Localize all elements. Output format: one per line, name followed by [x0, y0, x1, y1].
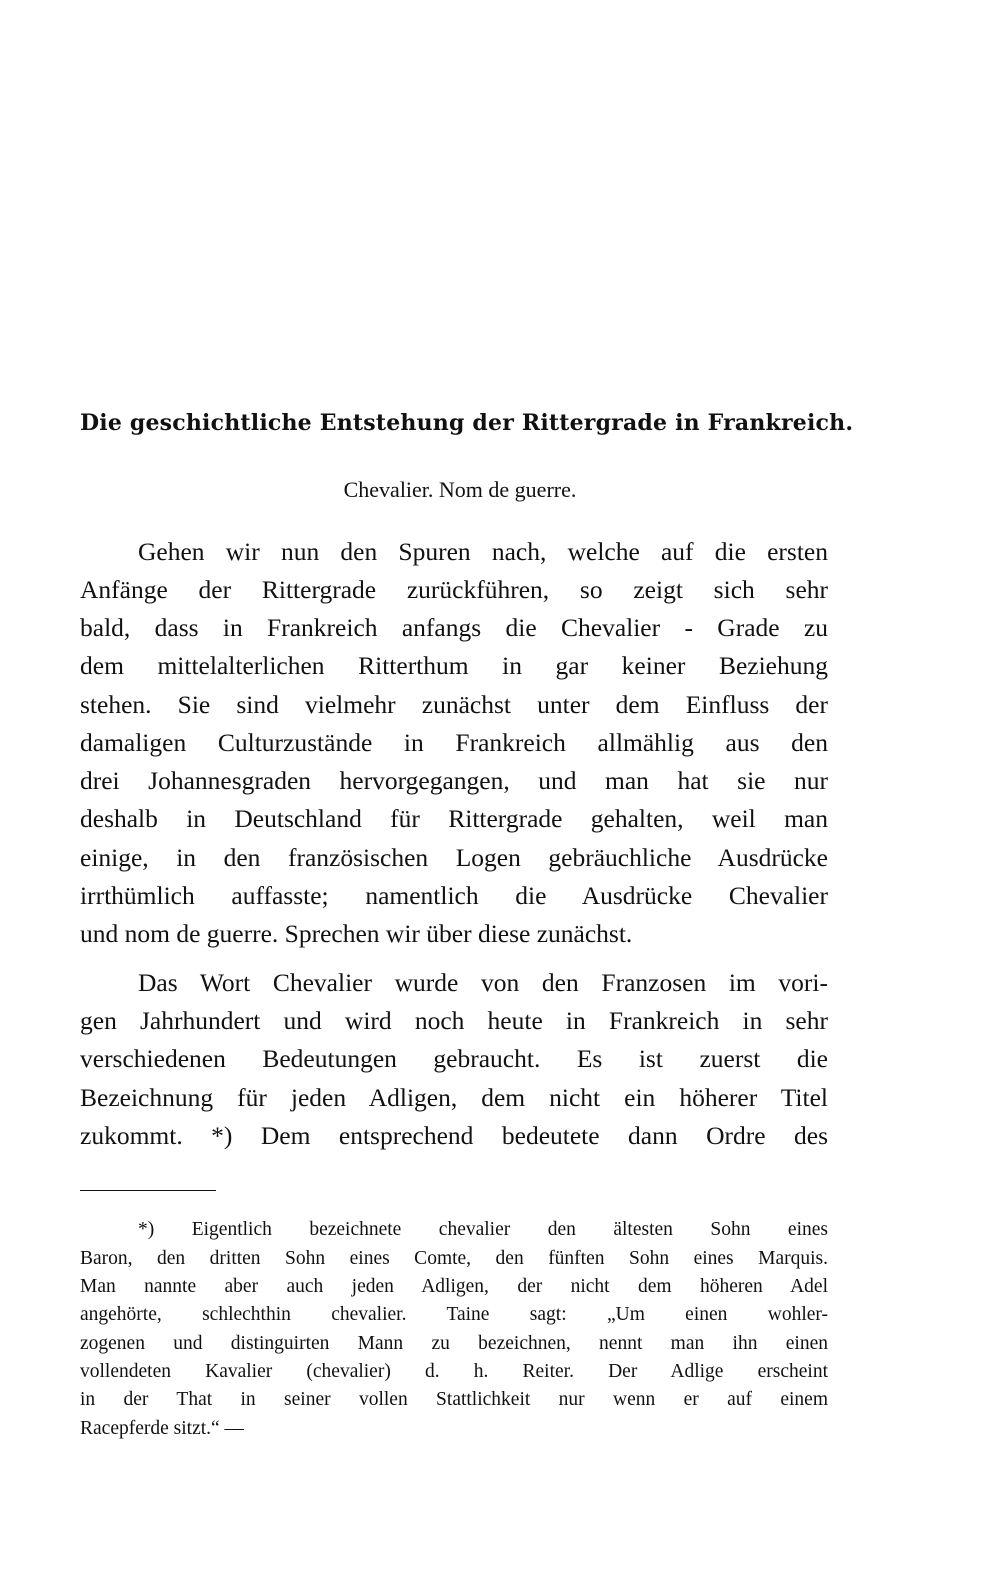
footnote-line: *) Eigentlich bezeichnete chevalier den ältesten Sohn eines [138, 1219, 828, 1240]
body-line: irrthümlich auffasste; namentlich die Ausdrücke Chevalier [80, 881, 828, 910]
footnote-line: angehörte, schlechthin chevalier. Taine sagt: „Um einen wohler- [80, 1304, 828, 1325]
body-line: Das Wort Chevalier wurde von den Franzosen im vori- [138, 968, 828, 997]
body-line: drei Johannesgraden hervorgegangen, und man hat sie nur [80, 766, 828, 795]
body-line: Gehen wir nun den Spuren nach, welche auf die ersten [138, 537, 828, 566]
footnote-line: vollendeten Kavalier (chevalier) d. h. Reiter. Der Adlige erscheint [80, 1361, 828, 1382]
footnote-line: Man nannte aber auch jeden Adligen, der nicht dem höheren Adel [80, 1276, 828, 1297]
body-line: gen Jahrhundert und wird noch heute in Frankreich in sehr [80, 1006, 828, 1035]
footnote-line: Baron, den dritten Sohn eines Comte, den fünften Sohn eines Marquis. [80, 1248, 828, 1269]
body-line: verschiedenen Bedeutungen gebraucht. Es ist zuerst die [80, 1044, 828, 1073]
chapter-title: Die geschichtliche Entstehung der Rittergrade in Frankreich. [80, 410, 854, 436]
body-line: zukommt. *) Dem entsprechend bedeutete dann Ordre des [80, 1121, 828, 1150]
body-line: damaligen Culturzustände in Frankreich allmählig aus den [80, 728, 828, 757]
body-line: einige, in den französischen Logen gebräuchliche Ausdrücke [80, 843, 828, 872]
body-line: Anfänge der Rittergrade zurückführen, so zeigt sich sehr [80, 575, 828, 604]
footnote-line: Racepferde sitzt.“ — [80, 1418, 245, 1439]
footnote-line: zogenen und distinguirten Mann zu bezeichnen, nennt man ihn einen [80, 1333, 828, 1354]
body-line: dem mittelalterlichen Ritterthum in gar keiner Beziehung [80, 651, 828, 680]
body-line: bald, dass in Frankreich anfangs die Chevalier - Grade zu [80, 613, 828, 642]
body-line: und nom de guerre. Sprechen wir über diese zunächst. [80, 919, 633, 948]
body-line: Bezeichnung für jeden Adligen, dem nicht ein höherer Titel [80, 1083, 828, 1112]
body-line: deshalb in Deutschland für Rittergrade gehalten, weil man [80, 804, 828, 833]
footnote-line: in der That in seiner vollen Stattlichkeit nur wenn er auf einem [80, 1389, 828, 1410]
body-line: stehen. Sie sind vielmehr zunächst unter dem Einfluss der [80, 690, 828, 719]
chapter-subtitle: Chevalier. Nom de guerre. [343, 477, 577, 502]
footnote-separator [80, 1190, 216, 1191]
